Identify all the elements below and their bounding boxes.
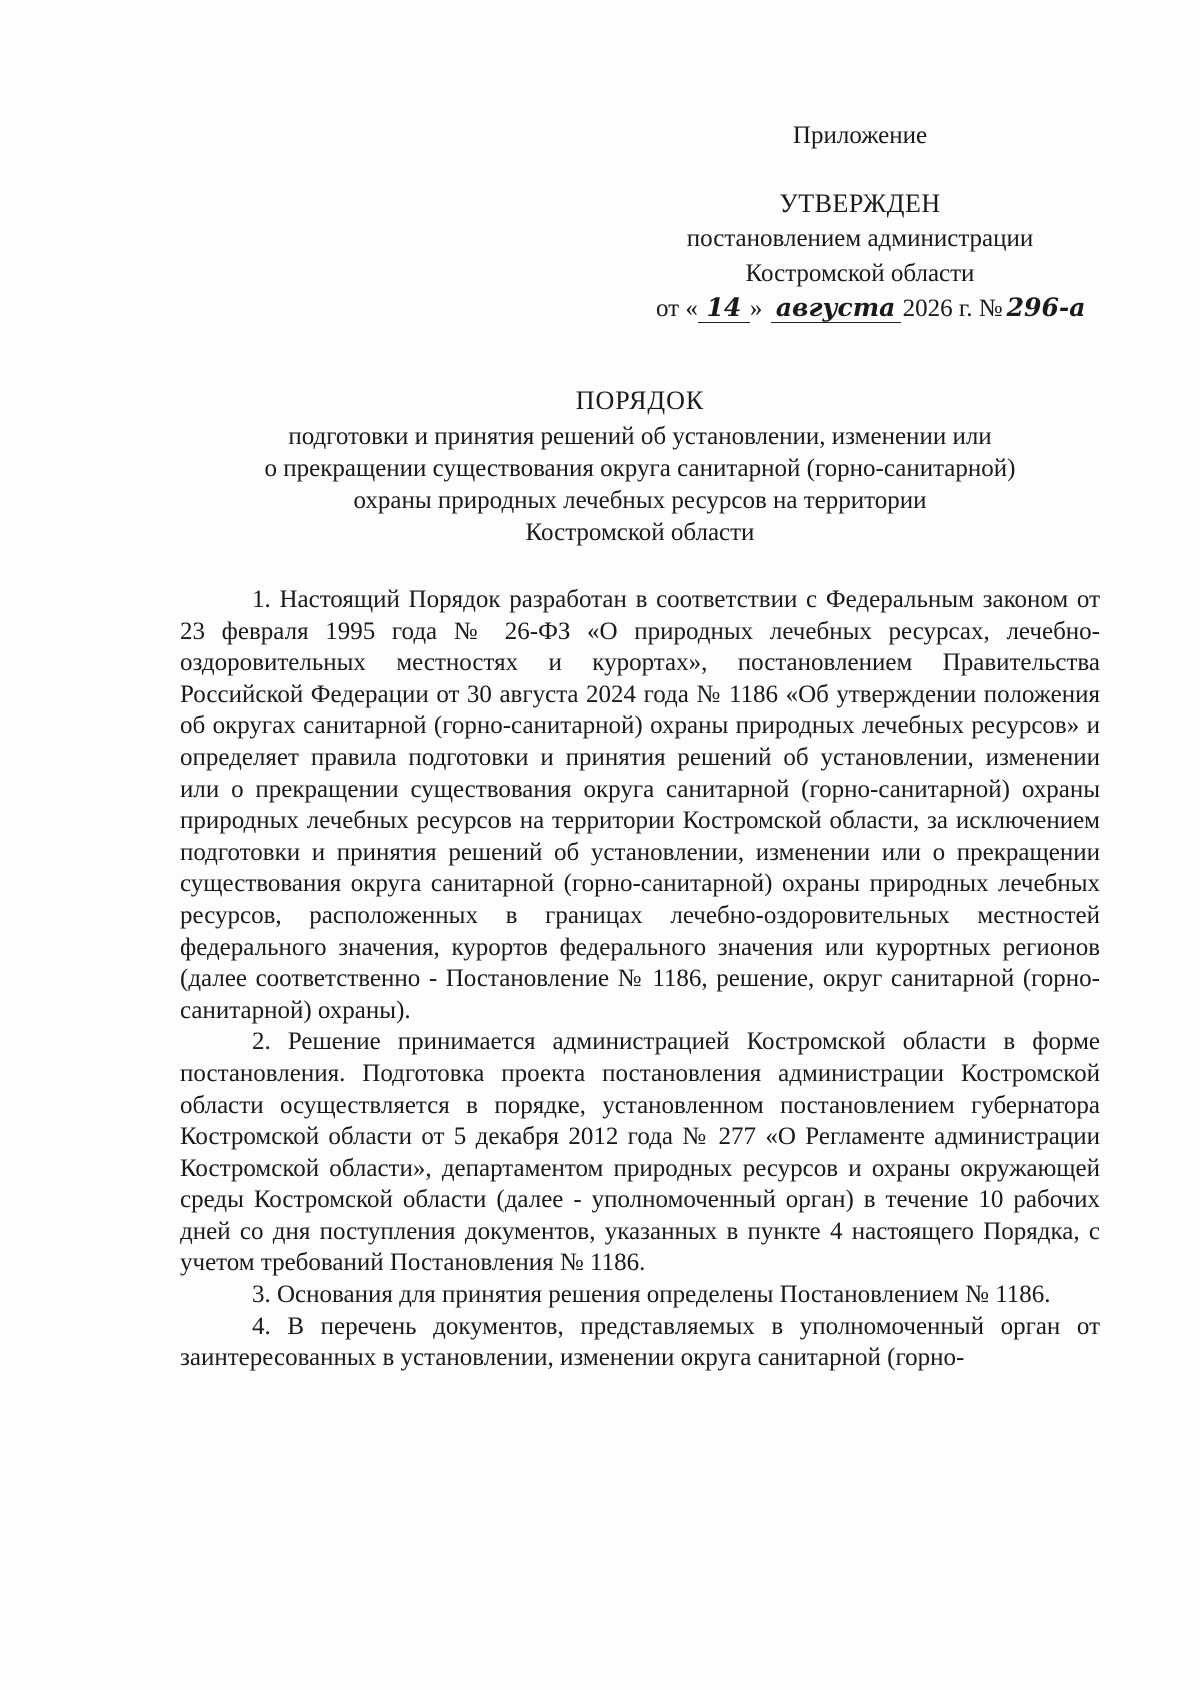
title-line-4: Костромской области [525, 519, 755, 546]
handwritten-month: августа [771, 294, 901, 323]
approved-label: УТВЕРЖДЕН [779, 189, 941, 218]
approval-line-1: постановлением администрации [686, 225, 1034, 252]
date-prefix: от « [656, 295, 698, 322]
date-mid: » [749, 295, 763, 322]
paragraph-2: 2. Решение принимается администрацией Костромской области в форме постановления. Подготовка проекта постановления администрации Костромской области осуществляется в порядке, установленном постановлением губернатора Костромской области от 5 декабря 2012 года № 277 «О Регламенте администрации Костромской области», департаментом природных ресурсов и охраны окружающей среды Костромской области (далее - уполномоченный орган) в течение 10 рабочих дней со дня поступления документов, указанных в пункте 4 настоящего Порядка, с учетом требований Постановления № 1186. [180, 1028, 1100, 1277]
approval-line-2: Костромской области [745, 260, 975, 287]
handwritten-number [1003, 293, 1086, 322]
date-year: 2026 г. № [902, 295, 1003, 322]
approval-stamp-block [650, 118, 1086, 326]
document-title-block [180, 385, 1100, 549]
title-line-2: о прекращении существования округа санитарной (горно-санитарной) [264, 455, 1016, 482]
appendix-label: Приложение [792, 122, 928, 149]
title-line-3: охраны природных лечебных ресурсов на территории [353, 487, 927, 514]
number-value: 296 [1006, 293, 1059, 322]
title-line-1: подготовки и принятия решений об установлении, изменении или [288, 423, 992, 450]
paragraph-1: 1. Настоящий Порядок разработан в соответствии с Федеральным законом от 23 февраля 1995 года № 26-ФЗ «О природных лечебных ресурсах, лечебно-оздоровительных местностях и курортах», постановлением Правительства Российской Федерации от 30 августа 2024 года № 1186 «Об утверждении положения об округах санитарной (горно-санитарной) охраны природных лечебных ресурсов» и определяет правила подготовки и принятия решений об установлении, изменении или о прекращении существования округа санитарной (горно-санитарной) охраны природных лечебных ресурсов на территории Костромской области, за исключением подготовки и принятия решений об установлении, изменении или о прекращении существования округа санитарной (горно-санитарной) охраны природных лечебных ресурсов, расположенных в границах лечебно-оздоровительных местностей федерального значения, курортов федерального значения или курортных регионов (далее соответственно - Постановление № 1186, решение, округ санитарной (горно-санитарной) охраны). [180, 586, 1100, 1024]
paragraph-3: 3. Основания для принятия решения определены Постановлением № 1186. [252, 1281, 1051, 1309]
paragraph-4: 4. В перечень документов, представляемых в уполномоченный орган от заинтересованных в установлении, изменении округа санитарной (горно- [180, 1312, 1100, 1372]
approval-date-line [656, 291, 1086, 326]
document-body [180, 584, 1100, 1374]
number-suffix: -а [1058, 293, 1086, 322]
handwritten-day: 14 [698, 294, 750, 323]
document-heading: ПОРЯДОК [575, 386, 705, 415]
